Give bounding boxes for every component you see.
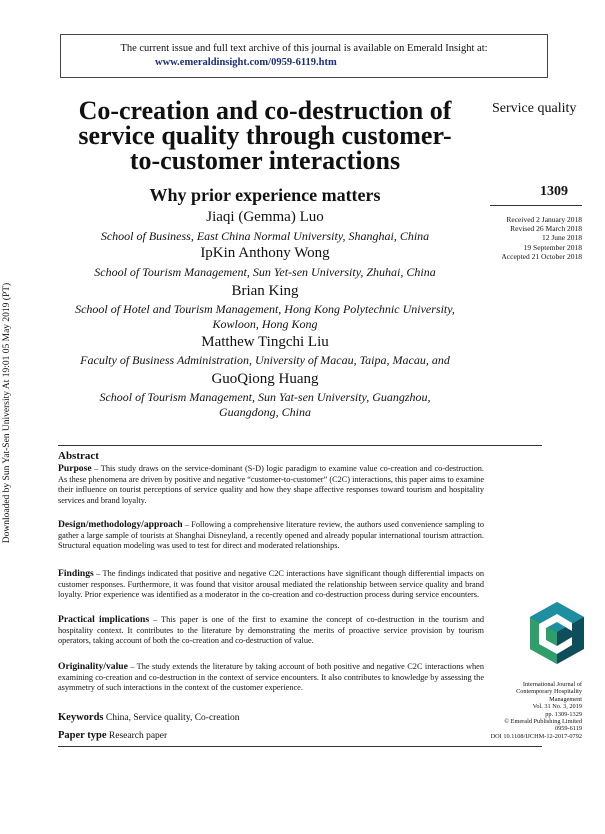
keywords-text: China, Service quality, Co-creation: [103, 713, 240, 723]
title-line: Co-creation and co-destruction of: [78, 96, 452, 125]
author-affiliation: [40, 390, 490, 420]
author-name: IpKin Anthony Wong: [200, 245, 330, 261]
purpose-label: Purpose: [58, 463, 92, 474]
affiliation-line: Guangdong, China: [218, 405, 311, 419]
author-name: Brian King: [231, 283, 299, 299]
papertype-text: Research paper: [106, 731, 168, 741]
journal-info-line: Contemporary Hospitality: [516, 688, 582, 696]
date-revised-3: 19 September 2018: [523, 242, 582, 252]
author-affiliation: School of Tourism Management, Sun Yet-sen University, Zhuhai, China: [94, 265, 436, 279]
author-affiliation: Faculty of Business Administration, University of Macau, Taipa, Macau, and: [80, 353, 450, 367]
section-label: Service quality: [492, 101, 577, 116]
practical-text: – This paper is one of the first to examine the concept of co-destruction in the tourism and hospitality context. It contributes to the literature by demonstrating the merits of proactive service provision by tourism operators, taking account of both the co-creation and co-destruction of value.: [58, 615, 484, 645]
paper-subtitle: Why prior experience matters: [149, 185, 381, 205]
purpose-text: – This study draws on the service-dominant (S-D) logic paradigm to examine value co-creation and co-destruction. As these phenomena are driven by positive and negative “customer-to-customer” (C2C) interactions, this paper aims to examine their influence on tourist perceptions of service quality and how they shape affective responses toward tourism and hospitality services and brand loyalty.: [58, 464, 484, 505]
findings-text: – The findings indicated that positive and negative C2C interactions have significant though differential impacts on customer responses. Furthermore, it was found that visitor arousal mediated the relationship between service quality and brand loyalty. Prior experience was identified as a moderator in the co-creation and co-destruction process during service encounters.: [58, 569, 484, 599]
author-affiliation: [40, 302, 490, 332]
journal-info-doi[interactable]: DOI 10.1108/IJCHM-12-2017-0792: [490, 732, 582, 740]
findings-label: Findings: [58, 568, 94, 579]
date-revised: Revised 26 March 2018: [510, 224, 582, 234]
journal-link[interactable]: www.emeraldinsight.com/0959-6119.htm: [155, 57, 337, 68]
author-name: GuoQiong Huang: [211, 371, 319, 387]
journal-info-line: Vol. 31 No. 3, 2019: [532, 703, 582, 711]
abstract-top-rule: [58, 445, 542, 446]
paper-type: [58, 730, 167, 741]
margin-rule: [490, 205, 582, 206]
journal-info-line: Management: [549, 695, 582, 703]
title-line: service quality through customer-: [78, 121, 452, 150]
page-number: 1309: [540, 184, 568, 199]
papertype-label: Paper type: [58, 730, 107, 741]
abstract-bottom-rule: [58, 746, 542, 747]
paper-title: [40, 98, 490, 173]
author-affiliation: School of Business, East China Normal University, Shanghai, China: [100, 229, 430, 243]
keywords-label: Keywords: [58, 712, 104, 723]
originality-label: Originality/value: [58, 661, 128, 672]
affiliation-line: School of Hotel and Tourism Management, Hong Kong Polytechnic University,: [75, 302, 455, 316]
date-accepted: Accepted 21 October 2018: [501, 251, 582, 261]
abstract-practical: [58, 615, 484, 647]
date-received: Received 2 January 2018: [506, 215, 582, 224]
affiliation-line: School of Tourism Management, Sun Yat-sen University, Guangzhou,: [99, 390, 431, 404]
journal-info-line: pp. 1309-1329: [545, 710, 582, 718]
journal-info-line: 0959-6119: [554, 725, 582, 733]
title-line: to-customer interactions: [129, 146, 401, 175]
author-name: Matthew Tingchi Liu: [201, 334, 329, 350]
journal-info: [478, 681, 582, 740]
date-revised-2: 12 June 2018: [542, 233, 582, 243]
abstract-findings: [58, 569, 484, 601]
abstract-design: [58, 520, 484, 552]
journal-info-line: © Emerald Publishing Limited: [504, 718, 582, 726]
affiliation-line: Kowloon, Hong Kong: [212, 317, 318, 331]
header-availability-text: The current issue and full text archive of this journal is available on Emerald Insight at:: [120, 43, 488, 54]
header-box: [60, 34, 548, 78]
originality-text: – The study extends the literature by taking account of both positive and negative C2C interactions when examining co-creation and co-destruction in the context of service encounters. It also contributes to knowledge by assessing the asymmetry of such interactions in the context of the customer experience.: [58, 662, 484, 692]
design-label: Design/methodology/approach: [58, 519, 183, 530]
abstract-heading: Abstract: [58, 450, 99, 462]
author-name: Jiaqi (Gemma) Luo: [206, 209, 324, 225]
design-text: – Following a comprehensive literature review, the authors used convenience sampling to gather a large sample of tourists at Shanghai Disneyland, a recently opened and already popular international tourism attraction. Structural equation modeling was used to test for direct and moderated relationships.: [58, 520, 484, 550]
journal-info-line: International Journal of: [522, 681, 582, 688]
practical-label: Practical implications: [58, 614, 150, 625]
abstract-originality: [58, 662, 484, 694]
abstract-purpose: [58, 464, 484, 506]
emerald-logo-icon: [528, 600, 586, 666]
download-watermark: Downloaded by Sun Yat-Sen University At 19:01 05 May 2019 (PT): [2, 282, 12, 544]
keywords: [58, 712, 240, 723]
